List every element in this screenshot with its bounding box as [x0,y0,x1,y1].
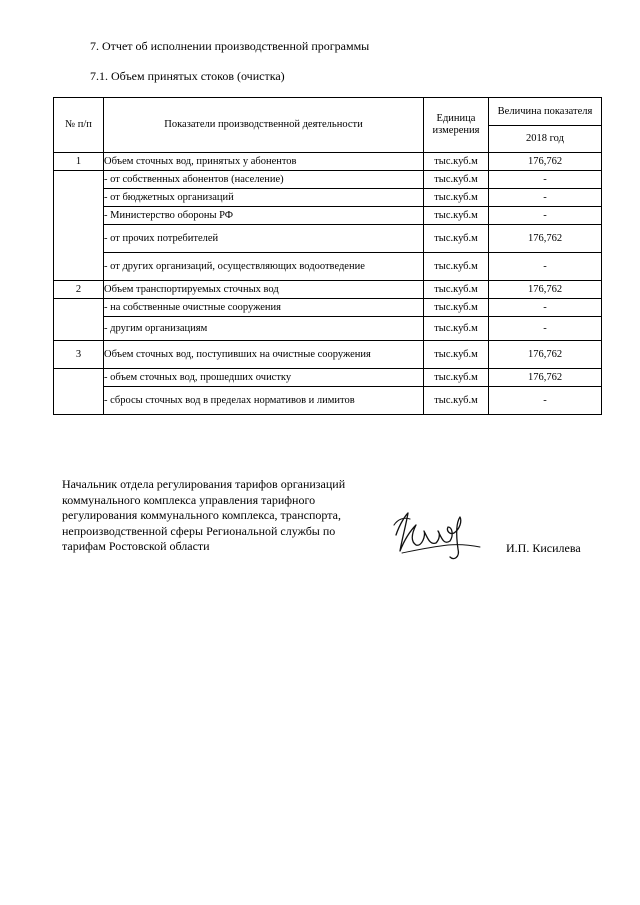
row-indicator: - сбросы сточных вод в пределах нормативов и лимитов [104,387,424,415]
row-unit: тыс.куб.м [424,189,489,207]
row-unit: тыс.куб.м [424,387,489,415]
row-unit: тыс.куб.м [424,281,489,299]
row-indicator: Объем сточных вод, принятых у абонентов [104,153,424,171]
row-value: - [489,317,602,341]
table-row [54,253,602,281]
row-value: - [489,207,602,225]
table-row [54,189,602,207]
table-row [54,317,602,341]
table-row [54,341,602,369]
row-indicator: - на собственные очистные сооружения [104,299,424,317]
row-indicator: Объем транспортируемых сточных вод [104,281,424,299]
handwritten-signature-icon [390,505,485,565]
signatory-name: И.П. Кисилева [506,541,581,555]
row-value: 176,762 [489,281,602,299]
row-num: 3 [54,341,104,369]
table-row [54,369,602,387]
header-unit: Единица измерения [424,98,489,153]
stocks-table [53,97,602,415]
row-indicator: - от прочих потребителей [104,225,424,253]
row-indicator: - другим организациям [104,317,424,341]
row-unit: тыс.куб.м [424,253,489,281]
subsection-heading: 7.1. Объем принятых стоков (очистка) [90,69,285,83]
row-indicator: - Министерство обороны РФ [104,207,424,225]
table-row [54,171,602,189]
row-unit: тыс.куб.м [424,369,489,387]
row-indicator: - от других организаций, осуществляющих водоотведение [104,253,424,281]
table-row [54,299,602,317]
row-value: 176,762 [489,153,602,171]
row-unit: тыс.куб.м [424,171,489,189]
section-heading: 7. Отчет об исполнении производственной программы [90,39,370,53]
row-value: - [489,387,602,415]
row-indicator: - от бюджетных организаций [104,189,424,207]
header-num: № п/п [54,98,104,153]
row-unit: тыс.куб.м [424,207,489,225]
table-row [54,387,602,415]
signatory-title: Начальник отдела регулирования тарифов организаций коммунального комплекса управления тарифного регулирования коммунального комплекса, транспорта, непроизводственной сферы Региональной службы по тарифам Ростовской области [62,477,346,553]
header-year: 2018 год [489,126,602,153]
row-value: - [489,299,602,317]
row-value: 176,762 [489,341,602,369]
row-value: 176,762 [489,369,602,387]
row-value: - [489,171,602,189]
row-indicator: - объем сточных вод, прошедших очистку [104,369,424,387]
row-num: 2 [54,281,104,299]
row-num-empty [54,299,104,341]
row-value: - [489,253,602,281]
table-row [54,225,602,253]
row-num-empty [54,171,104,281]
table-row [54,153,602,171]
row-indicator: - от собственных абонентов (население) [104,171,424,189]
row-unit: тыс.куб.м [424,299,489,317]
header-value: Величина показателя [489,98,602,126]
header-indicator: Показатели производственной деятельности [104,98,424,153]
row-unit: тыс.куб.м [424,317,489,341]
row-num: 1 [54,153,104,171]
row-unit: тыс.куб.м [424,341,489,369]
row-indicator: Объем сточных вод, поступивших на очистные сооружения [104,341,424,369]
row-value: 176,762 [489,225,602,253]
table-row [54,207,602,225]
table-row [54,281,602,299]
row-value: - [489,189,602,207]
table-header-row [54,98,602,126]
row-unit: тыс.куб.м [424,225,489,253]
row-num-empty [54,369,104,415]
row-unit: тыс.куб.м [424,153,489,171]
